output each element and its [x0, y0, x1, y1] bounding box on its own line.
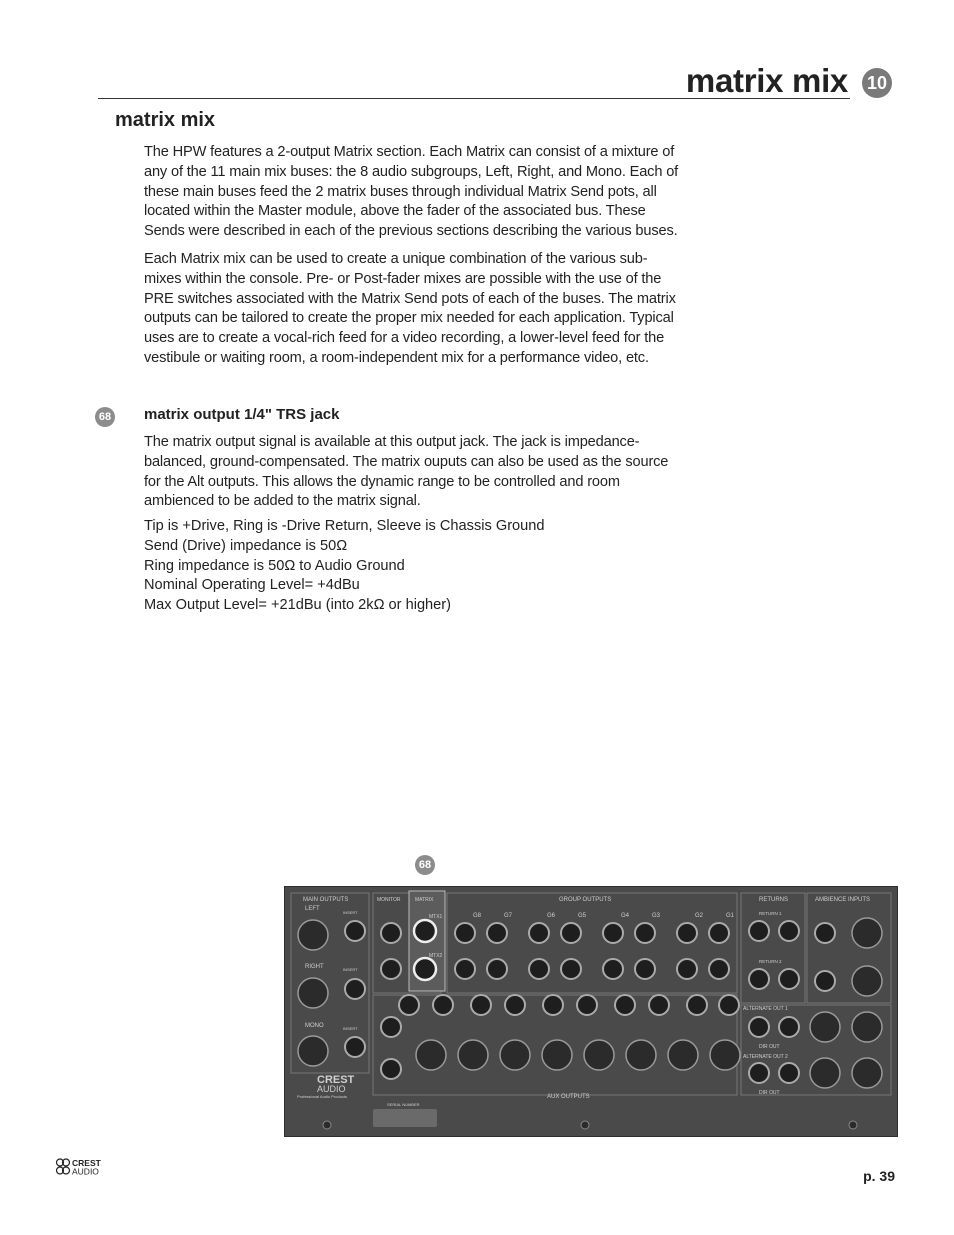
feature-paragraph: The matrix output signal is available at this output jack. The jack is impedance-balanced, ground-compensated. The matrix ouputs can also be used as the source for the Alt outputs. This allows the dynamic range to be controlled and room ambienced to be added to the matrix signal. — [144, 434, 669, 510]
section-heading: matrix mix — [115, 109, 216, 131]
group-head-g6: G6 — [547, 913, 556, 919]
intro-paragraph-2: Each Matrix mix can be used to create a unique combination of the various sub-mixes within the console. Pre- or Post-fader mixes are possible with the use of the PRE switches associated with the Matrix Send pots of each of the buses. The matrix outputs can be tailored to create the proper mix needed for each application. Typical uses are to create a vocal-rich feed for a video recording, a lower-level feed for the vestibule or waiting room, a room-independent mix for a performance video, etc. — [144, 251, 676, 366]
page-title: matrix mix — [685, 62, 848, 99]
panel-brand-crest: CREST — [317, 1074, 355, 1086]
group-head-g2: G2 — [695, 913, 704, 919]
group-head-g7: G7 — [504, 913, 513, 919]
intro-paragraph-1: The HPW features a 2-output Matrix section. Each Matrix can consist of a mixture of any of the 11 main mix buses: the 8 audio subgroups, Left, Right, and Mono. Each of these main buses feed the 2 matrix buses through individual Matrix Send pots, all located within the Master module, above the fader of the associated bus. These Sends were described in each of the previous sections describing the various buses. — [144, 144, 679, 240]
dir-out-label: DIR OUT — [759, 1090, 780, 1096]
spec-item: Max Output Level= +21dBu (into 2kΩ or higher) — [144, 597, 452, 614]
main-outputs-label: MAIN OUTPUTS — [303, 897, 349, 903]
spec-list — [144, 517, 545, 616]
panel-callout-number: 68 — [415, 855, 435, 875]
dir-out-label: DIR OUT — [759, 1044, 780, 1050]
insert-label: INSERT — [343, 967, 358, 972]
group-head-g4: G4 — [621, 913, 630, 919]
ambience-inputs-label: AMBIENCE INPUTS — [815, 897, 871, 903]
return1-label: RETURN 1 — [759, 911, 782, 916]
right-label: RIGHT — [305, 964, 324, 970]
group-head-g3: G3 — [652, 913, 661, 919]
page-number: p. 39 — [863, 1168, 895, 1184]
return2-label: RETURN 2 — [759, 959, 782, 964]
panel-brand-tagline: Professional Audio Products — [297, 1094, 348, 1099]
header-rule — [98, 98, 850, 99]
alt-out-2-label: ALTERNATE OUT 2 — [743, 1054, 788, 1060]
aux-outputs-label: AUX OUTPUTS — [547, 1094, 590, 1100]
returns-label: RETURNS — [759, 897, 789, 903]
group-head-g8: G8 — [473, 913, 482, 919]
group-head-g5: G5 — [578, 913, 587, 919]
chapter-number-badge: 10 — [862, 68, 892, 98]
rear-panel-illustration — [284, 886, 898, 1137]
feature-heading: matrix output 1/4" TRS jack — [144, 406, 340, 423]
svg-text:AUDIO: AUDIO — [72, 1166, 99, 1176]
matrix-label: MATRIX — [415, 897, 434, 903]
mono-label: MONO — [305, 1023, 324, 1029]
spec-item: Nominal Operating Level= +4dBu — [144, 577, 360, 594]
mtx2-label: MTX2 — [429, 953, 443, 959]
group-head-g1: G1 — [726, 913, 735, 919]
svg-text:CREST: CREST — [72, 1158, 101, 1168]
left-label: LEFT — [305, 906, 320, 912]
rear-panel-drawing — [285, 887, 897, 1136]
group-outputs-frame — [447, 893, 737, 993]
spec-item: Ring impedance is 50Ω to Audio Ground — [144, 557, 405, 574]
serial-number-plate — [373, 1109, 437, 1127]
group-outputs-label: GROUP OUTPUTS — [559, 897, 612, 903]
serial-number-label: SERIAL NUMBER — [387, 1102, 420, 1107]
callout-number: 68 — [95, 407, 115, 427]
insert-label: INSERT — [343, 910, 358, 915]
panel-brand-audio: AUDIO — [317, 1084, 346, 1094]
spec-item: Send (Drive) impedance is 50Ω — [144, 537, 348, 554]
crest-audio-logo — [55, 1158, 123, 1176]
alt-out-1-label: ALTERNATE OUT 1 — [743, 1006, 788, 1012]
monitor-label: MONITOR — [377, 897, 401, 903]
mtx1-label: MTX1 — [429, 914, 443, 920]
insert-label: INSERT — [343, 1026, 358, 1031]
spec-item: Tip is +Drive, Ring is -Drive Return, Sleeve is Chassis Ground — [144, 518, 545, 534]
